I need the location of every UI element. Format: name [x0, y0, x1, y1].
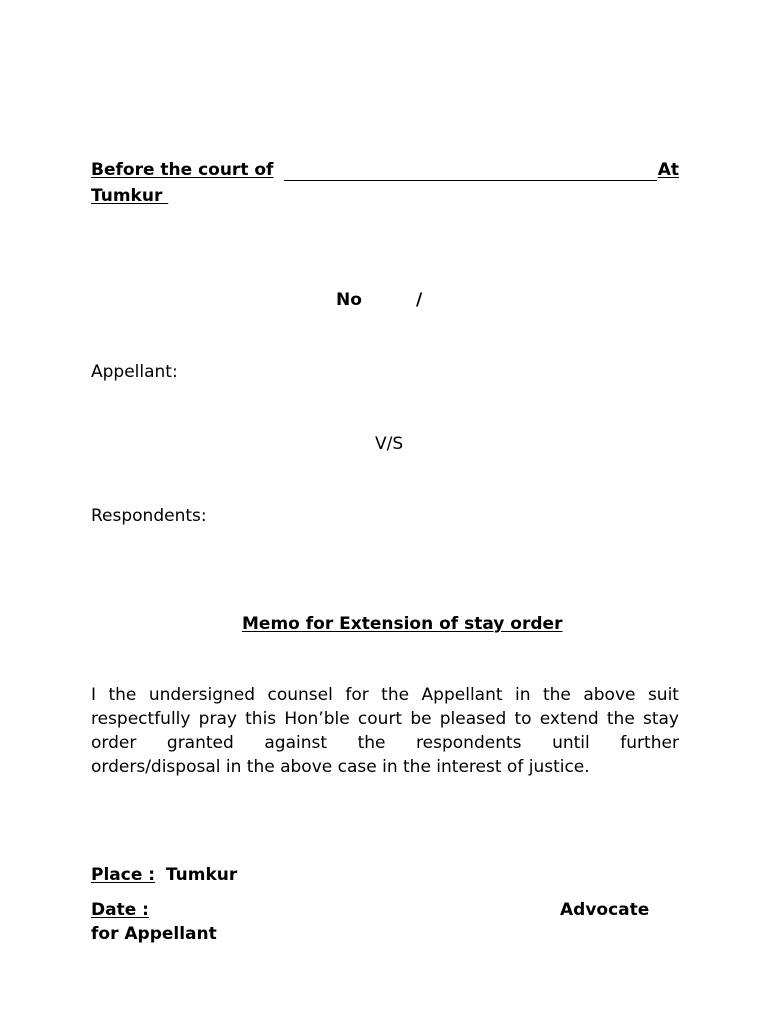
body-word: be: [410, 709, 432, 729]
body-word: court: [357, 709, 403, 729]
body-word: further: [620, 733, 679, 753]
body-word: in: [515, 685, 531, 705]
memo-body: [91, 683, 679, 779]
body-word: the: [542, 685, 571, 705]
body-word: until: [552, 733, 590, 753]
signatory-line1: Advocate: [560, 900, 650, 920]
body-word: suit: [647, 685, 679, 705]
case-number-separator: /: [416, 290, 423, 310]
court-label: Before the court of: [91, 160, 274, 180]
body-word: the: [606, 709, 635, 729]
body-word: order: [91, 733, 137, 753]
body-word: against: [264, 733, 328, 753]
place-value: Tumkur: [165, 865, 238, 885]
body-word: this: [245, 709, 277, 729]
body-line: orders/disposal in the above case in the interest of justice.: [91, 757, 590, 777]
body-word: pleased: [439, 709, 507, 729]
body-word: above: [583, 685, 636, 705]
body-line: [91, 707, 679, 731]
respondents-label: Respondents:: [91, 506, 207, 526]
appellant-label: Appellant:: [91, 362, 178, 382]
court-place: Tumkur: [91, 186, 163, 206]
body-word: the: [108, 685, 137, 705]
versus-label: V/S: [375, 434, 404, 454]
body-word: I: [91, 685, 97, 705]
date-label: Date :: [91, 900, 149, 920]
body-word: Hon’ble: [284, 709, 350, 729]
body-word: counsel: [267, 685, 333, 705]
body-word: the: [357, 733, 386, 753]
body-word: Appellant: [421, 685, 503, 705]
place-label: Place :: [91, 865, 156, 885]
body-word: undersigned: [148, 685, 256, 705]
body-word: extend: [539, 709, 599, 729]
court-heading: [91, 160, 679, 184]
body-line: [91, 683, 679, 707]
body-word: respectfully: [91, 709, 191, 729]
body-line: [91, 731, 679, 755]
body-word: for: [345, 685, 369, 705]
body-word: pray: [198, 709, 237, 729]
case-number-label: No: [336, 290, 362, 310]
body-word: granted: [166, 733, 234, 753]
body-word: the: [381, 685, 410, 705]
place-row: [91, 863, 237, 887]
memo-title: Memo for Extension of stay order: [242, 614, 563, 634]
body-word: stay: [642, 709, 679, 729]
court-name-blank: [284, 180, 657, 181]
body-word: respondents: [416, 733, 522, 753]
body-word: to: [514, 709, 532, 729]
at-label: At: [657, 160, 679, 180]
signatory-line2: for Appellant: [91, 924, 217, 944]
